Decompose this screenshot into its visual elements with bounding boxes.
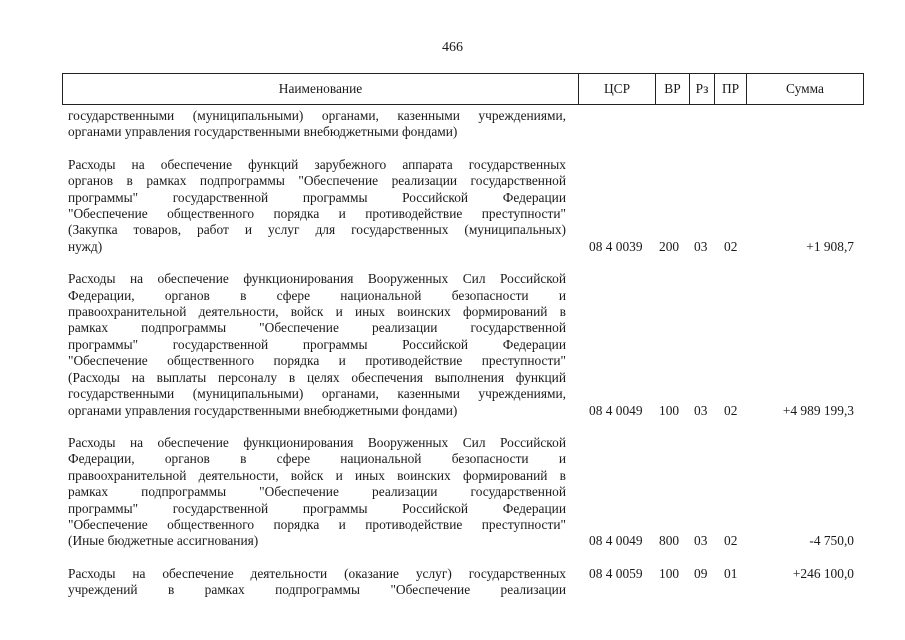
row-rz: 09 — [694, 565, 708, 581]
row-rz: 03 — [694, 533, 708, 549]
row-pr: 02 — [724, 238, 738, 254]
row-vr: 800 — [659, 533, 680, 549]
row-rz: 03 — [694, 402, 708, 418]
row-description-line: правоохранительной деятельности, войск и иных воинских формирований в — [68, 304, 566, 320]
row-description-line: государственными (муниципальными) органами, казенными учреждениями, — [68, 108, 566, 123]
row-rz: 03 — [694, 238, 708, 254]
header-sum: Сумма — [747, 74, 864, 105]
table-row — [68, 435, 858, 550]
row-codes — [68, 239, 858, 255]
row-description-line: "Обеспечение общественного порядка и противодействие преступности" — [68, 206, 566, 222]
row-description-line: правоохранительной деятельности, войск и иных воинских формирований в — [68, 467, 566, 483]
row-pr: 01 — [724, 565, 738, 581]
row-description-line: рамках подпрограммы "Обеспечение реализации государственной — [68, 320, 566, 336]
row-vr: 100 — [659, 565, 680, 581]
row-description-line: нужд) — [68, 238, 103, 254]
table-body — [68, 108, 858, 615]
header-vr: ВР — [656, 74, 690, 105]
header-pr: ПР — [715, 74, 747, 105]
row-description — [68, 271, 566, 419]
row-description-line: "Обеспечение общественного порядка и противодействие преступности" — [68, 353, 566, 369]
row-vr: 100 — [659, 402, 680, 418]
table-header — [62, 73, 864, 105]
row-sum: -4 750,0 — [809, 533, 854, 549]
table-row — [68, 108, 858, 141]
row-description-line: программы" государственной программы Российской Федерации — [68, 189, 566, 205]
row-description-line: органов в рамках подпрограммы "Обеспечение реализации государственной — [68, 173, 566, 189]
page-number: 466 — [442, 40, 463, 55]
table-row — [68, 157, 858, 255]
row-description-line: программы" государственной программы Российской Федерации — [68, 500, 566, 516]
row-pr: 02 — [724, 533, 738, 549]
row-description-line: учреждений в рамках подпрограммы "Обеспечение реализации — [68, 582, 566, 598]
row-pr: 02 — [724, 402, 738, 418]
row-description-line: (Расходы на выплаты персоналу в целях обеспечения выполнения функций — [68, 369, 566, 385]
row-description-line: (Закупка товаров, работ и услуг для государственных (муниципальных) — [68, 222, 566, 238]
row-description-line: Расходы на обеспечение функционирования Вооруженных Сил Российской — [68, 271, 566, 287]
row-csr: 08 4 0059 — [589, 565, 643, 581]
header-name: Наименование — [63, 74, 579, 105]
row-csr: 08 4 0049 — [589, 533, 643, 549]
row-csr: 08 4 0049 — [589, 402, 643, 418]
row-description-line: Федерации, органов в сфере национальной безопасности и — [68, 287, 566, 303]
header-rz: Рз — [690, 74, 715, 105]
row-description-line: Расходы на обеспечение функций зарубежного аппарата государственных — [68, 156, 566, 172]
table-row — [68, 271, 858, 419]
row-codes — [68, 403, 858, 419]
row-sum: +1 908,7 — [806, 238, 854, 254]
row-sum: +4 989 199,3 — [782, 402, 854, 418]
row-description — [68, 108, 566, 141]
row-description-line: программы" государственной программы Российской Федерации — [68, 336, 566, 352]
row-codes — [68, 533, 858, 549]
header-csr: ЦСР — [579, 74, 656, 105]
row-description-line: Расходы на обеспечение функционирования Вооруженных Сил Российской — [68, 434, 566, 450]
row-description-line: рамках подпрограммы "Обеспечение реализации государственной — [68, 484, 566, 500]
row-description-line: Федерации, органов в сфере национальной безопасности и — [68, 451, 566, 467]
row-description-line: "Обеспечение общественного порядка и противодействие преступности" — [68, 516, 566, 532]
row-vr: 200 — [659, 238, 680, 254]
row-sum: +246 100,0 — [792, 565, 854, 581]
row-csr: 08 4 0039 — [589, 238, 643, 254]
row-codes — [68, 566, 858, 582]
row-description-line: органами управления государственными внебюджетными фондами) — [68, 402, 458, 418]
table-row — [68, 566, 858, 599]
row-description-line: Расходы на обеспечение деятельности (оказание услуг) государственных — [68, 565, 566, 581]
row-description-line: (Иные бюджетные ассигнования) — [68, 533, 259, 549]
row-description-line: государственными (муниципальными) органами, казенными учреждениями, — [68, 386, 566, 402]
row-description-line: органами управления государственными внебюджетными фондами) — [68, 124, 458, 140]
